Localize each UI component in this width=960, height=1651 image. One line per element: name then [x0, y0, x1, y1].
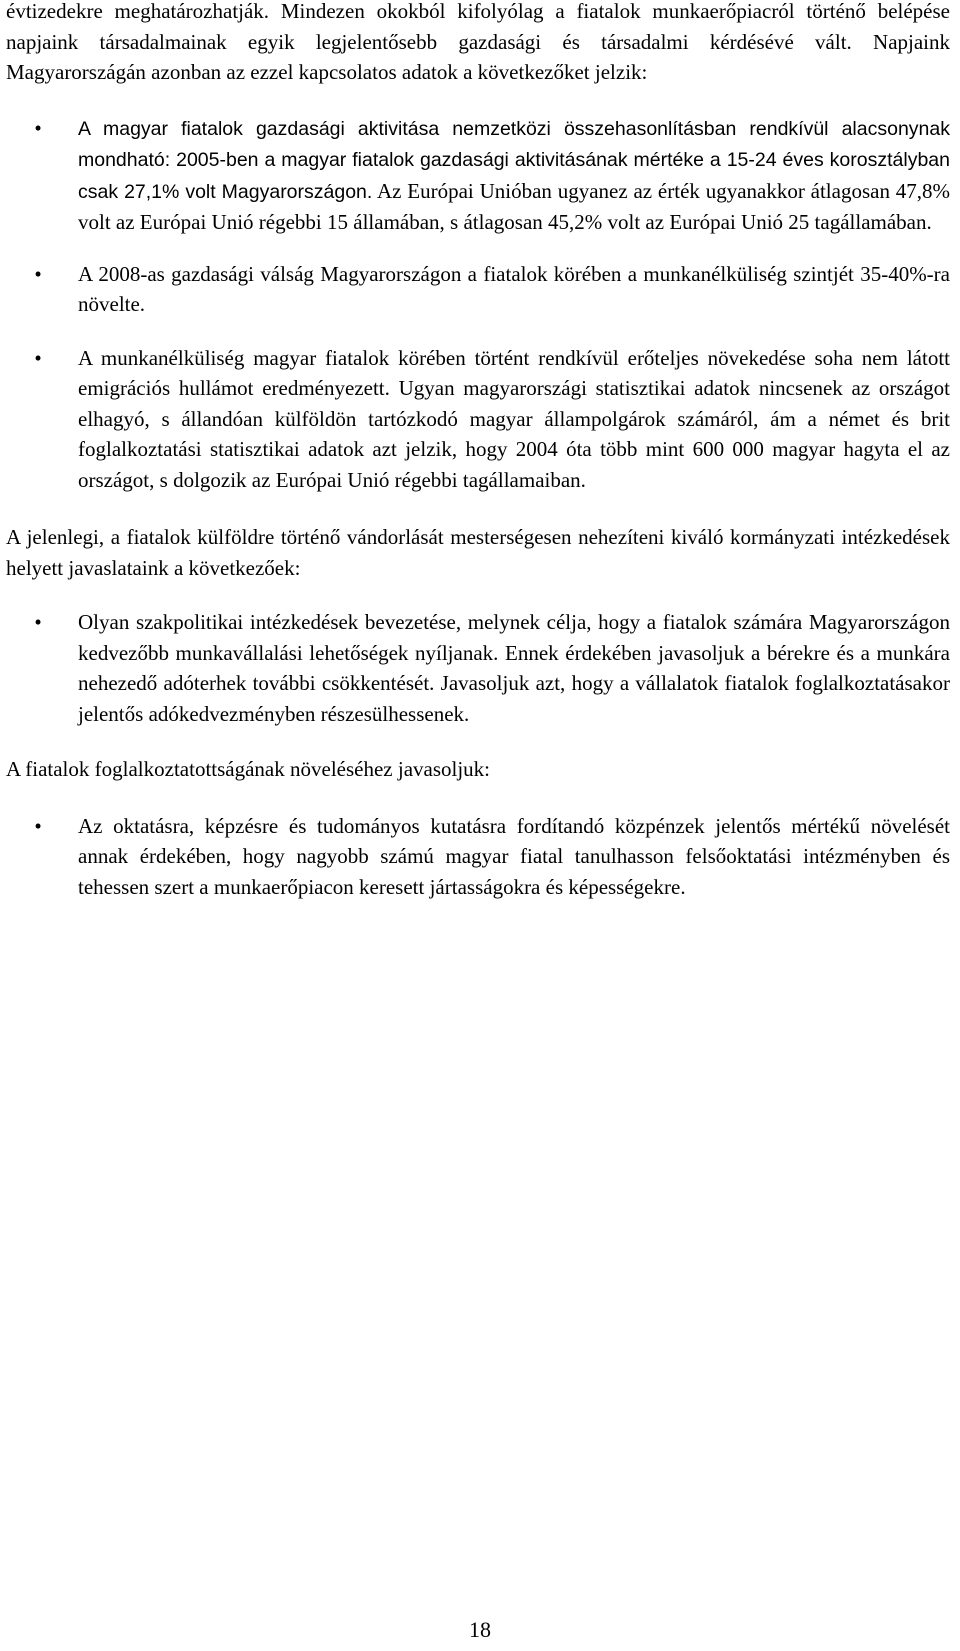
- spacer: [6, 729, 950, 754]
- proposal-list: [6, 607, 950, 729]
- list-item: [6, 343, 950, 496]
- employment-list: [6, 811, 950, 903]
- spacer: [6, 495, 950, 522]
- bullet-icon: •: [34, 610, 42, 634]
- list-item: [6, 113, 950, 238]
- list-item: [6, 607, 950, 729]
- document-page: [6, 0, 950, 902]
- list-item-text: Az oktatásra, képzésre és tudományos kutatásra fordítandó közpénzek jelentős mértékű növelését annak érdekében, hogy nagyobb számú magyar fiatal tanulhasson felsőoktatási intézményben és tehessen szert a munkaerőpiacon keresett jártasságokra és képességekre.: [78, 813, 950, 899]
- intro-paragraph: évtizedekre meghatározhatják. Mindezen okokból kifolyólag a fiatalok munkaerőpiacról történő belépése napjaink társadalmainak egyik legjelentősebb gazdasági és társadalmi kérdésévé vált. Napjaink Magyarországán azonban az ezzel kapcsolatos adatok a következőket jelzik:: [6, 0, 950, 84]
- list-item-text: A magyar fiatalok gazdasági aktivitása nemzetközi összehasonlításban rendkívül alacsonynak mondható: 2005-ben a magyar fiatalok gazdasági aktivitásának mértéke a 15-24 éves korosztályban csak 27,1% volt Magyarországon.: [78, 117, 950, 203]
- page-number: 18: [469, 1617, 491, 1642]
- spacer: [6, 238, 950, 259]
- list-item-text: Olyan szakpolitikai intézkedések bevezetése, melynek célja, hogy a fiatalok számára Magyarországon kedvezőbb munkavállalási lehetőségek nyíljanak. Ennek érdekében javasoljuk a bérekre és a munkára nehezedő adóterhek további csökkentését. Javasoljuk azt, hogy a vállalatok fiatalok foglalkoztatásakor jelentős adókedvezményben részesülhessenek.: [78, 610, 950, 726]
- list-item: [6, 259, 950, 320]
- spacer: [6, 583, 950, 607]
- spacer: [6, 785, 950, 811]
- list-item-text: Az Európai Unióban ugyanez az érték ugyanakkor átlagosan 47,8% volt az Európai Unió régebbi 15 államában, s átlagosan 45,2% volt az Európai Unió 25 tagállamában.: [78, 178, 950, 234]
- list-item-text: A 2008-as gazdasági válság Magyarországon a fiatalok körében a munkanélküliség szintjét 35-40%-ra növelte.: [78, 261, 950, 316]
- proposal-paragraph: A jelenlegi, a fiatalok külföldre történő vándorlását mesterségesen nehezíteni kiváló kormányzati intézkedések helyett javaslataink a következőek:: [6, 525, 950, 580]
- list-item-text: A munkanélküliség magyar fiatalok körében történt rendkívül erőteljes növekedése soha nem látott emigrációs hullámot eredményezett. Ugyan magyarországi statisztikai adatok nincsenek az országot elhagyó, s állandóan külföldön tartózkodó magyar állampolgárok számáról, ám a német és brit foglalkoztatási statisztikai adatok azt jelzik, hogy 2004 óta több mint 600 000 magyar hagyta el az országot, s dolgozik az Európai Unió régebbi tagállamaiban.: [78, 345, 950, 492]
- bullet-icon: •: [34, 345, 42, 370]
- spacer: [6, 320, 950, 343]
- bullet-icon: •: [34, 813, 42, 838]
- bullet-icon: •: [34, 261, 42, 286]
- spacer: [6, 88, 950, 113]
- facts-list: [6, 113, 950, 496]
- bullet-icon: •: [34, 115, 42, 140]
- list-item: [6, 811, 950, 903]
- employment-paragraph: A fiatalok foglalkoztatottságának növeléséhez javasoljuk:: [6, 757, 491, 781]
